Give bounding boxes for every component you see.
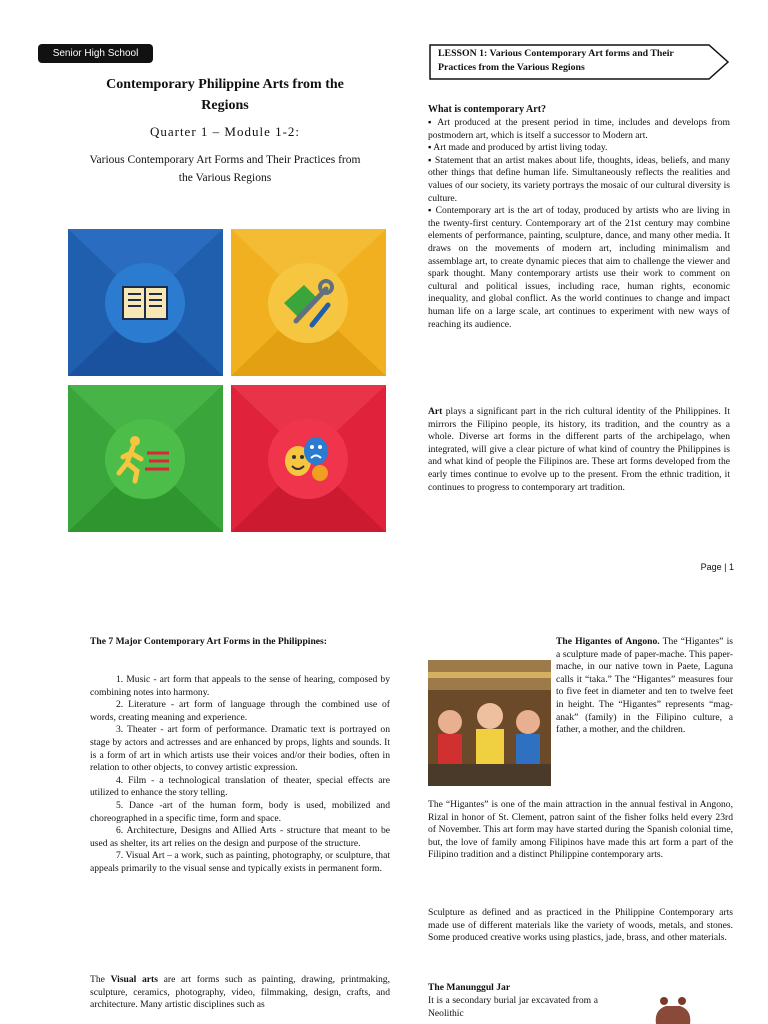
- art-paragraph: [428, 406, 730, 494]
- tile-circle: [105, 419, 185, 499]
- bullet-item: ▪ Art made and produced by artist living today.: [428, 142, 608, 154]
- lesson-title: LESSON 1: Various Contemporary Art forms and Their Practices from the Various Regions: [438, 48, 674, 73]
- page-number: Page | 1: [700, 562, 734, 572]
- visual-arts-term: Visual arts: [110, 974, 158, 985]
- tile-circle: [268, 419, 348, 499]
- bullet-item: ▪ Statement that an artist makes about life, thoughts, ideas, beliefs, and many other things that define human life. Simultaneously reflects the realities and values of our society, its variety portrays the mosaic of our cultural diversity is culture.: [428, 154, 730, 204]
- bullet-item: ▪ Art produced at the present period in time, includes and develops from postmodern art, which is itself a successor to Modern art.: [428, 117, 730, 141]
- bullet-item: ▪ Contemporary art is the art of today, produced by artists who are living in the twenty-first century. Contemporary art of the 21st century may combine elements of performance, painting, sculpture, dance, and many other media. It draws on the movements of modern art, including minimalism and assemblage art, to create dynamic pieces that aim to challenge the viewer and spark thought. Many contemporary artists use their work to comment on cultural and political issues, including race, human rights, economic inequality, and global conflict. As the world continues to change and impact human life on a large scale, art continues to experiment with new ways of reaching its audience.: [428, 205, 730, 330]
- manunggul-jar-photo: [648, 996, 698, 1024]
- module-subtitle: Various Contemporary Art Forms and Their Practices from the Various Regions: [89, 154, 361, 184]
- tile-theater: [231, 385, 386, 532]
- contemporary-art-bullets: [428, 117, 730, 331]
- higantes-title: The Higantes of Angono.: [556, 636, 660, 647]
- art-tools-icon: [268, 263, 348, 343]
- list-item: 5. Dance -art of the human form, body is used, mobilized and choreographed in a specific time, form and space.: [90, 799, 390, 824]
- tile-circle: [268, 263, 348, 343]
- running-person-icon: [105, 419, 185, 499]
- visual-arts-paragraph: [90, 974, 390, 1012]
- book-icon: [105, 263, 185, 343]
- art-forms-list: [90, 674, 390, 876]
- list-item: 7. Visual Art – a work, such as painting, photography, or sculpture, that appeals primarily to the visual sense and typically exists in permanent form.: [90, 850, 390, 874]
- list-item: 3. Theater - art form of performance. Dramatic text is portrayed on stage by actors and actresses and are enhanced by props, lights and sounds. It is a form of art in which artists use their voices and/or their bodies, often in relation to other objects, to convey artistic expression.: [90, 724, 390, 774]
- higantes-intro: The “Higantes” is a sculpture made of paper-mache. This paper-mache, in our native town in Paete, Laguna calls it “taka.” The “Higantes” measures four to five feet in diameter and ten to twelve feet in height. The “Higantes” represents “mag-anak” (family) in the Filipino culture, a father, a mother, and the children.: [556, 636, 733, 736]
- art-term: Art: [428, 406, 443, 417]
- list-item: 6. Architecture, Designs and Allied Arts - structure that meant to be used as shelter, its art relies on the design and purpose of the structure.: [90, 825, 390, 849]
- tile-circle: [105, 263, 185, 343]
- tile-learning: [68, 229, 223, 376]
- contemporary-art-heading: What is contemporary Art?: [428, 104, 547, 115]
- art-forms-heading: The 7 Major Contemporary Art Forms in the Philippines:: [90, 636, 327, 647]
- art-description: plays a significant part in the rich cultural identity of the Philippines. It mirrors the Filipino people, its history, its tradition, and the country as a whole. Diverse art forms in the different parts of the archipelago, when integrated, will give a clear picture of what kind of country the Philippines is and what kind of people the Filipinos are. These art forms developed from the early times continue to evolve up to the present. From the ethnic tradition, it continues to progress to contemporary art tradition.: [428, 406, 730, 493]
- sculpture-paragraph: Sculpture as defined and as practiced in the Philippine Contemporary arts made use of different materials like the variety of woods, metals, and stones. Some produced creative works using plastics, jade, brass, and other materials.: [428, 907, 733, 944]
- visual-arts-pre: The: [90, 974, 111, 985]
- higantes-paragraph: [428, 636, 733, 788]
- tile-sports: [68, 385, 223, 532]
- list-item: 4. Film - a technological translation of theater, special effects are utilized to enhance the story telling.: [90, 774, 390, 799]
- school-level-badge: Senior High School: [38, 44, 153, 63]
- theater-masks-icon: [268, 419, 348, 499]
- module-title: Contemporary Philippine Arts from the Regions: [106, 77, 344, 113]
- list-item: 2. Literature - art form of language through the combined use of words, creating meaning and experience.: [90, 699, 390, 723]
- list-item: 1. Music - art form that appeals to the sense of hearing, composed by combining notes into harmony.: [90, 674, 390, 698]
- photo-float-spacer: [428, 636, 556, 788]
- module-label: Quarter 1 – Module 1-2:: [149, 124, 301, 139]
- higantes-festival-paragraph: The “Higantes” is one of the main attraction in the annual festival in Angono, Rizal in honor of St. Clement, patron saint of the fisher folks held every 23rd of November. This art form may have started during the Spanish colonial time, but, the love of family among Filipinos have made this art form a part of the Filipino tradition and a distinct Philippine contemporary arts.: [428, 799, 733, 861]
- tile-arts: [231, 229, 386, 376]
- manunggul-jar-text: It is a secondary burial jar excavated from a Neolithic: [428, 995, 598, 1019]
- visual-arts-text: are art forms such as painting, drawing, printmaking, sculpture, ceramics, photography, video, filmmaking, design, crafts, and architecture. Many artistic disciplines such as: [90, 974, 390, 1011]
- manunggul-jar-title: The Manunggul Jar: [428, 982, 511, 993]
